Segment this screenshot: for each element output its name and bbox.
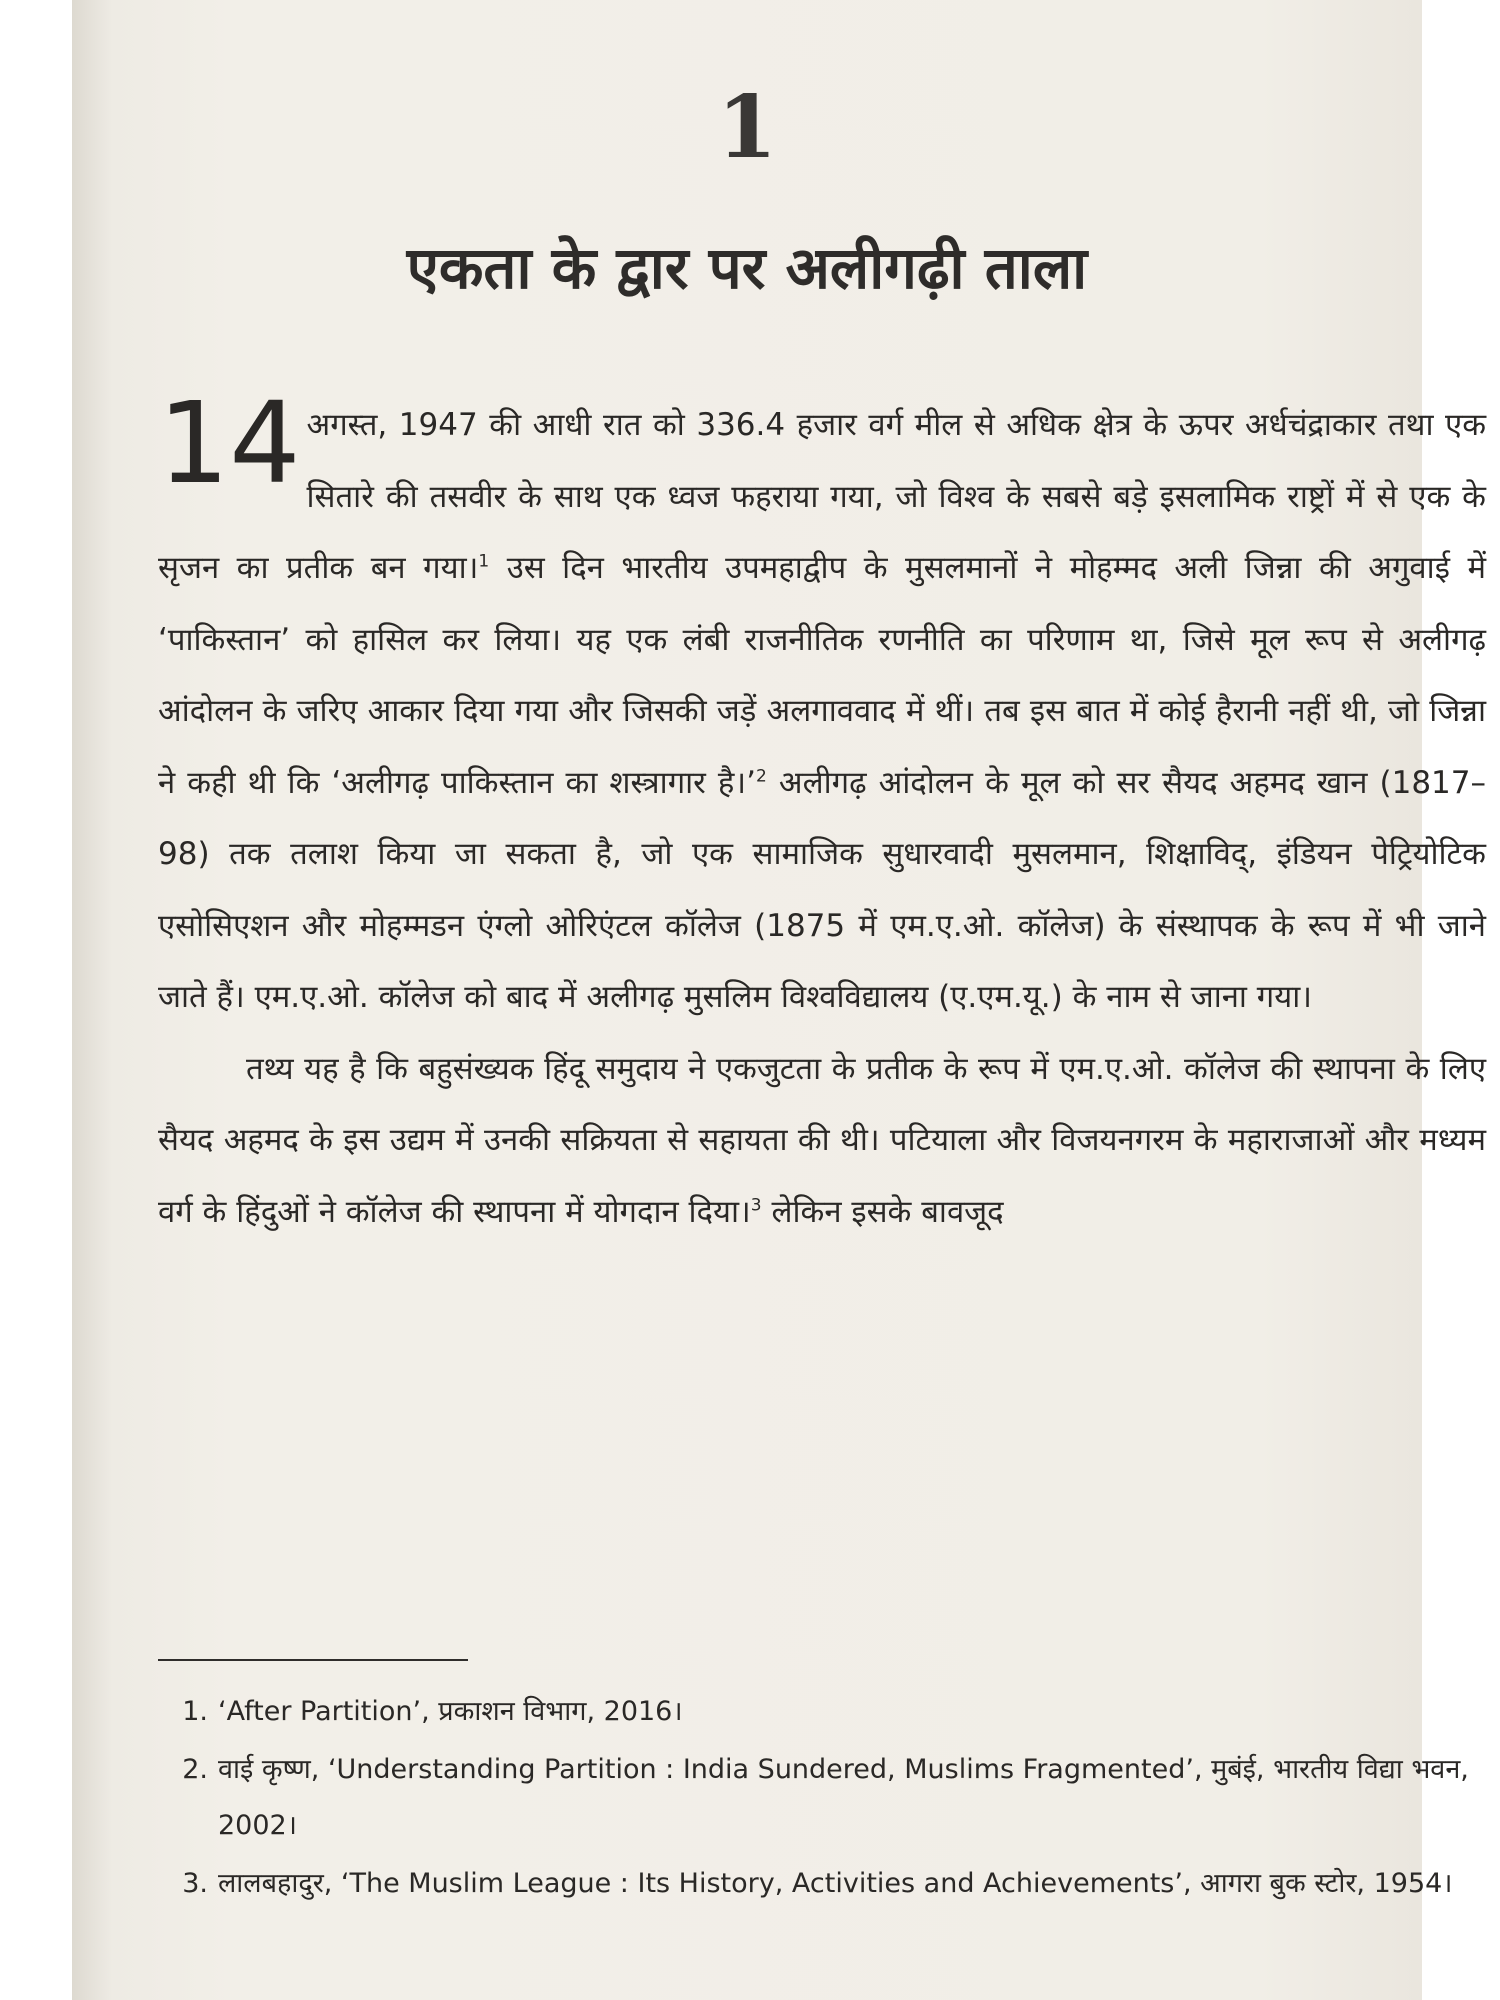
- paragraph-1: [158, 379, 1486, 1034]
- chapter-title: एकता के द्वार पर अलीगढ़ी ताला: [406, 234, 1088, 302]
- footnote-divider: [158, 1659, 468, 1661]
- drop-cap: 14: [158, 379, 301, 509]
- paragraph-2-text-a: तथ्य यह है कि बहुसंख्यक हिंदू समुदाय ने एकजुटता के प्रतीक के रूप में एम.ए.ओ. कॉलेज की स्थापना के लिए सैयद अहमद के इस उद्यम में उनकी सक्रियता से सहायता की थी। पटियाला और विजयनगरम के महाराजाओं और मध्यम वर्ग के हिंदुओं ने कॉलेज की स्थापना में योगदान दिया।: [158, 1050, 1486, 1230]
- chapter-number: 1: [717, 77, 777, 178]
- paragraph-1-text-a: अगस्त, 1947 की आधी रात को 336.4 हजार वर्ग मील से अधिक क्षेत्र के ऊपर अर्धचंद्राकार तथा एक सितारे की तसवीर के साथ एक ध्वज फहराया गया, जो विश्व के सबसे बड़े इसलामिक राष्ट्रों में से एक के सृजन का प्रतीक बन गया।: [158, 407, 1486, 586]
- paragraph-1-text-b: उस दिन भारतीय उपमहाद्वीप के मुसलमानों ने मोहम्मद अली जिन्ना की अगुवाई में ‘पाकिस्तान’ को हासिल कर लिया। यह एक लंबी राजनीतिक रणनीति का परिणाम था, जिसे मूल रूप से अलीगढ़ आंदोलन के जरिए आकार दिया गया और जिसकी जड़ें अलगाववाद में थीं। तब इस बात में कोई हैरानी नहीं थी, जो जिन्ना ने कही थी कि ‘अलीगढ़ पाकिस्तान का शस्त्रागार है।’: [158, 550, 1486, 801]
- paragraph-1-text-c: अलीगढ़ आंदोलन के मूल को सर सैयद अहमद खान (1817–98) तक तलाश किया जा सकता है, जो एक सामाजिक सुधारवादी मुसलमान, शिक्षाविद्, इंडियन पेट्रियोटिक एसोसिएशन और मोहम्मडन एंग्लो ओरिएंटल कॉलेज (1875 में एम.ए.ओ. कॉलेज) के संस्थापक के रूप में भी जाने जाते हैं। एम.ए.ओ. कॉलेज को बाद में अलीगढ़ मुसलिम विश्वविद्यालय (ए.एम.यू.) के नाम से जाना गया।: [158, 764, 1486, 1015]
- footnote-number: 2.: [182, 1754, 208, 1785]
- footnote-text: वाई कृष्ण, ‘Understanding Partition : India Sundered, Muslims Fragmented’, मुबंई, भारतीय विद्या भवन, 2002।: [218, 1754, 1469, 1841]
- footnote-3: [158, 1856, 1486, 1912]
- footnote-number: 3.: [182, 1868, 208, 1899]
- footnote-number: 1.: [182, 1696, 208, 1727]
- footnote-text: लालबहादुर, ‘The Muslim League : Its History, Activities and Achievements’, आगरा बुक स्टोर, 1954।: [218, 1868, 1453, 1899]
- footnote-text: ‘After Partition’, प्रकाशन विभाग, 2016।: [218, 1696, 683, 1727]
- footnotes: [158, 1684, 1486, 1914]
- paragraph-2-text-b: लेकिन इसके बावजूद: [761, 1193, 1004, 1230]
- footnote-1: [158, 1684, 1486, 1740]
- book-page: [72, 0, 1486, 2000]
- footnote-ref-2: 2: [756, 766, 767, 787]
- footnote-2: [158, 1742, 1486, 1854]
- footnote-ref-1: 1: [478, 551, 490, 572]
- footnote-ref-3: 3: [750, 1195, 762, 1216]
- paragraph-2: [158, 1034, 1486, 1249]
- body-text: [158, 379, 1486, 1248]
